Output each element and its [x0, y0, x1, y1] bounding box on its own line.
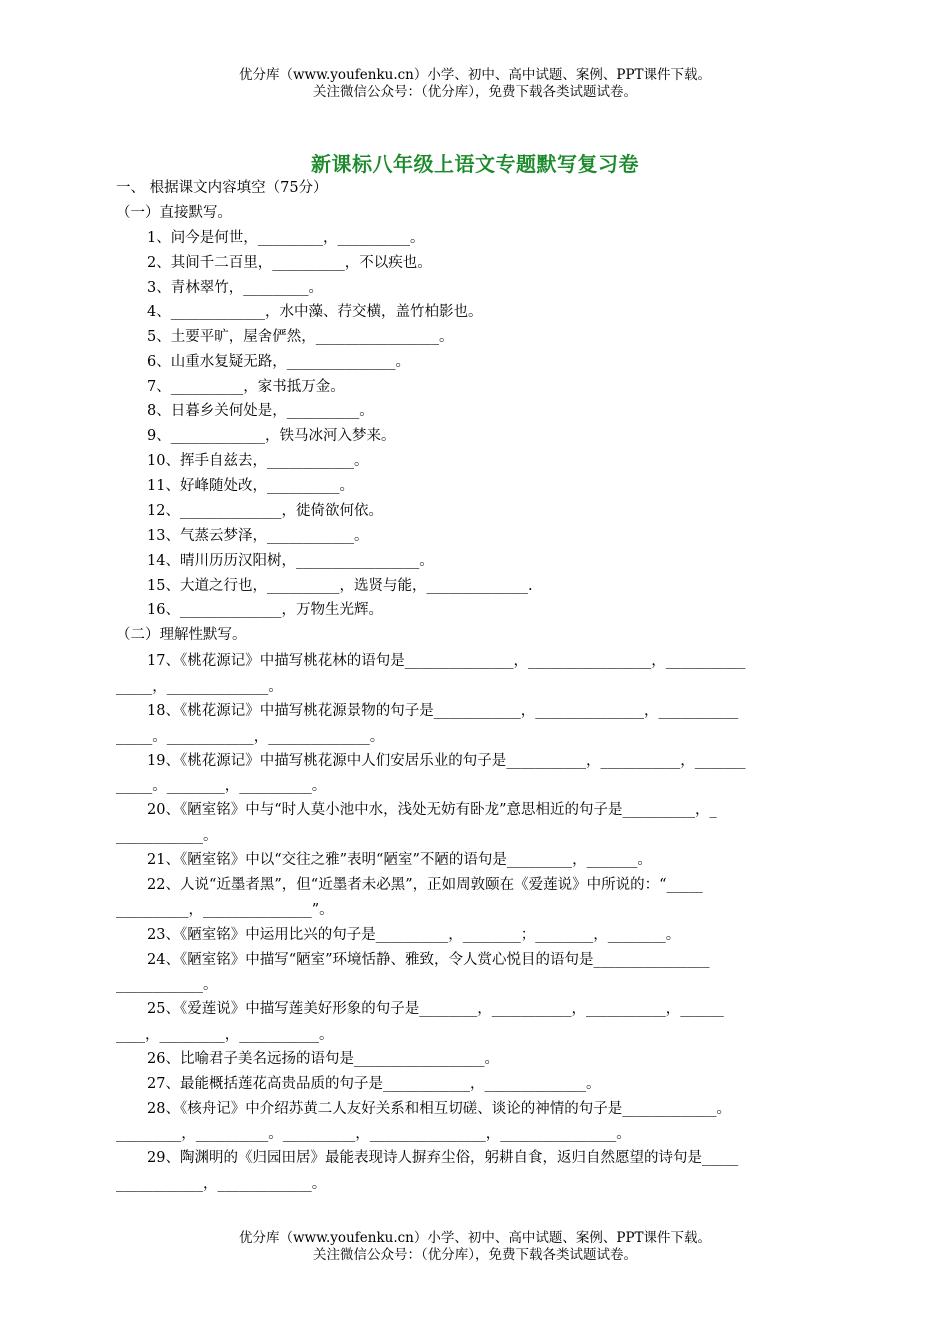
question-19: 19、《桃花源记》中描写桃花源中人们安居乐业的句子是___________，___________，_______ — [147, 753, 746, 769]
question-13: 13、气蒸云梦泽，____________。 — [147, 528, 369, 544]
question-28-continued: _________，__________。__________，________________，________________。 — [116, 1126, 631, 1142]
question-16: 16、______________，万物生光辉。 — [147, 602, 383, 618]
question-24: 24、《陋室铭》中描写“陋室”环境恬静、雅致，令人赏心悦目的语句是________________ — [147, 952, 710, 968]
question-9: 9、_____________，铁马冰河入梦来。 — [147, 428, 396, 444]
question-20-continued: ____________。 — [116, 828, 218, 844]
question-17-continued: _____，______________。 — [116, 679, 283, 695]
question-2: 2、其间千二百里，__________，不以疾也。 — [147, 255, 432, 271]
question-18: 18、《桃花源记》中描写桃花源景物的句子是____________，_______________，___________ — [147, 703, 739, 719]
footer-line-2: 关注微信公众号：（优分库），免费下载各类试题试卷。 — [313, 1247, 637, 1263]
question-22: 22、人说“近墨者黑”，但“近墨者未必黑”，正如周敦颐在《爱莲说》中所说的：“_____ — [147, 877, 703, 893]
header-line-2: 关注微信公众号：（优分库），免费下载各类试题试卷。 — [313, 84, 637, 100]
document-title: 新课标八年级上语文专题默写复习卷 — [311, 152, 639, 176]
question-5: 5、土要平旷，屋舍俨然，_________________。 — [147, 329, 454, 345]
question-18-continued: _____。____________，______________。 — [116, 729, 385, 745]
footer-line-1: 优分库（www.youfenku.cn）小学、初中、高中试题、案例、PPT课件下载。 — [238, 1230, 712, 1246]
question-29: 29、陶渊明的《归园田居》最能表现诗人摒弃尘俗，躬耕自食，返归自然愿望的诗句是_____ — [147, 1150, 739, 1166]
question-6: 6、山重水复疑无路，_______________。 — [147, 354, 410, 370]
question-15: 15、大道之行也，__________，选贤与能，______________. — [147, 578, 533, 594]
section-heading: 一、 根据课文内容填空（75分） — [116, 180, 328, 196]
page-footer — [0, 1230, 950, 1264]
question-27: 27、最能概括莲花高贵品质的句子是____________，______________。 — [147, 1076, 601, 1092]
question-20: 20、《陋室铭》中与“时人莫小池中水，浅处无妨有卧龙”意思相近的句子是__________，_ — [147, 802, 717, 818]
question-10: 10、挥手自兹去，____________。 — [147, 453, 369, 469]
question-25: 25、《爱莲说》中描写莲美好形象的句子是________，___________，___________，______ — [147, 1001, 724, 1017]
question-17: 17、《桃花源记》中描写桃花林的语句是_______________，_________________，___________ — [147, 653, 746, 669]
question-28: 28、《核舟记》中介绍苏黄二人友好关系和相互切磋、谈论的神情的句子是_____________。 — [147, 1101, 731, 1117]
part1-heading: （一）直接默写。 — [116, 205, 232, 221]
question-11: 11、好峰随处改，__________。 — [147, 478, 354, 494]
question-1: 1、问今是何世，_________，__________。 — [147, 230, 425, 246]
question-3: 3、青林翠竹，_________。 — [147, 280, 323, 296]
question-29-continued: ____________，_____________。 — [116, 1176, 327, 1192]
question-23: 23、《陋室铭》中运用比兴的句子是__________，________；________，________。 — [147, 927, 681, 943]
question-12: 12、______________，徙倚欲何依。 — [147, 503, 383, 519]
question-8: 8、日暮乡关何处是，__________。 — [147, 403, 374, 419]
question-22-continued: __________，_______________”。 — [116, 902, 334, 918]
part2-heading: （二）理解性默写。 — [116, 627, 247, 643]
question-4: 4、_____________，水中藻、荇交横，盖竹柏影也。 — [147, 304, 483, 320]
question-26: 26、比喻君子美名远扬的语句是__________________。 — [147, 1051, 499, 1067]
question-19-continued: _____。________，__________。 — [116, 778, 327, 794]
question-14: 14、晴川历历汉阳树，_________________。 — [147, 553, 434, 569]
question-7: 7、__________，家书抵万金。 — [147, 379, 345, 395]
question-21: 21、《陋室铭》中以“交往之雅”表明“陋室”不陋的语句是_________，_______。 — [147, 852, 652, 868]
question-24-continued: ____________。 — [116, 977, 218, 993]
page-header — [0, 67, 950, 101]
header-line-1: 优分库（www.youfenku.cn）小学、初中、高中试题、案例、PPT课件下载。 — [238, 67, 712, 83]
question-25-continued: ____，_________，___________。 — [116, 1027, 334, 1043]
